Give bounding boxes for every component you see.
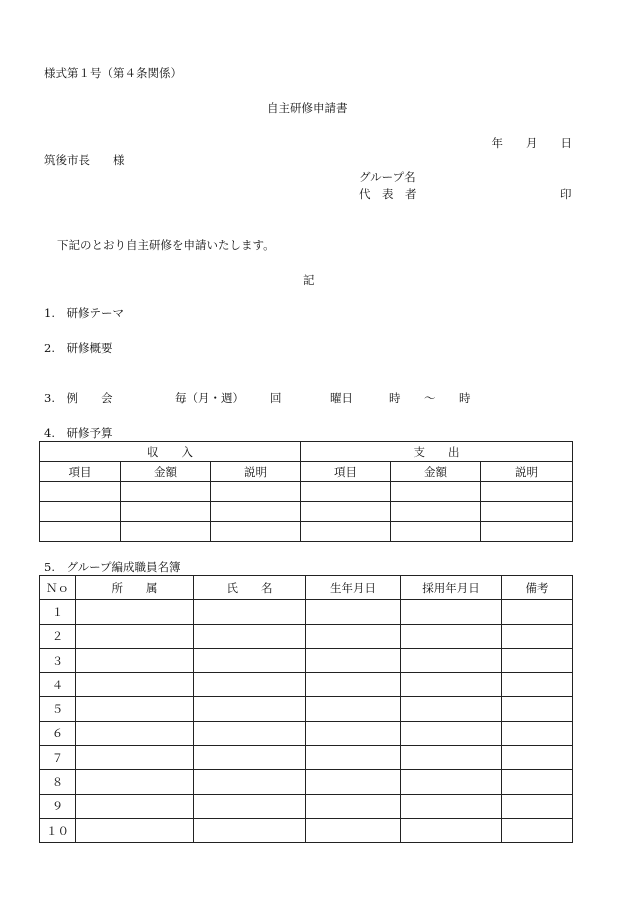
- table-cell: [121, 482, 211, 502]
- table-cell: [76, 818, 194, 842]
- table-cell: [194, 770, 306, 794]
- table-cell: [306, 673, 401, 697]
- column-header: 採用年月日: [401, 576, 502, 600]
- table-row: [40, 648, 573, 672]
- expense-header: 支 出: [301, 442, 573, 462]
- table-cell: [502, 818, 573, 842]
- date-line: 年 月 日: [491, 136, 572, 150]
- table-cell: １: [40, 600, 76, 624]
- table-cell: ３: [40, 648, 76, 672]
- meeting-times: 回: [270, 391, 282, 405]
- table-cell: ２: [40, 624, 76, 648]
- item-research-overview: 2. 研修概要: [44, 341, 113, 355]
- table-cell: [301, 522, 391, 542]
- table-cell: [76, 624, 194, 648]
- table-cell: [401, 648, 502, 672]
- table-cell: ７: [40, 746, 76, 770]
- roster-table: [39, 575, 573, 843]
- table-cell: [401, 770, 502, 794]
- table-cell: [194, 818, 306, 842]
- table-cell: [401, 794, 502, 818]
- table-row: [40, 673, 573, 697]
- table-cell: ９: [40, 794, 76, 818]
- column-header: 所 属: [76, 576, 194, 600]
- table-cell: [306, 770, 401, 794]
- meeting-start-hour: 時: [389, 391, 401, 405]
- table-row: [40, 697, 573, 721]
- table-cell: [502, 648, 573, 672]
- table-cell: ８: [40, 770, 76, 794]
- table-row: [40, 600, 573, 624]
- table-cell: [40, 482, 121, 502]
- table-cell: [401, 721, 502, 745]
- roster-header-row: [40, 576, 573, 600]
- document-title: 自主研修申請書: [267, 101, 348, 115]
- item-group-roster: 5. グループ編成職員名簿: [44, 560, 181, 574]
- table-row: [40, 770, 573, 794]
- ki-heading: 記: [303, 273, 315, 287]
- table-row: [40, 522, 573, 542]
- table-cell: [401, 600, 502, 624]
- table-cell: [121, 502, 211, 522]
- table-row: [40, 721, 573, 745]
- meeting-weekday: 曜日: [330, 391, 353, 405]
- intro-text: 下記のとおり自主研修を申請いたします。: [57, 238, 275, 252]
- table-cell: [194, 648, 306, 672]
- table-cell: [194, 794, 306, 818]
- table-cell: [401, 818, 502, 842]
- table-cell: [194, 600, 306, 624]
- table-cell: [502, 697, 573, 721]
- table-cell: [194, 697, 306, 721]
- budget-column-header-row: [40, 462, 573, 482]
- column-header: Ｎｏ: [40, 576, 76, 600]
- table-row: [40, 746, 573, 770]
- budget-header-row: [40, 442, 573, 462]
- table-cell: [40, 522, 121, 542]
- table-cell: [211, 482, 301, 502]
- table-cell: [401, 673, 502, 697]
- table-cell: [211, 522, 301, 542]
- table-cell: [502, 721, 573, 745]
- table-cell: [502, 624, 573, 648]
- table-cell: [306, 648, 401, 672]
- table-cell: [502, 770, 573, 794]
- table-cell: [194, 721, 306, 745]
- table-cell: [76, 746, 194, 770]
- column-header: 項目: [301, 462, 391, 482]
- table-cell: [391, 522, 481, 542]
- seal-label: 印: [560, 187, 572, 201]
- item-meeting-label: 3. 例 会: [44, 391, 113, 405]
- table-row: [40, 818, 573, 842]
- column-header: 氏 名: [194, 576, 306, 600]
- table-cell: [306, 794, 401, 818]
- table-cell: [301, 482, 391, 502]
- table-cell: [301, 502, 391, 522]
- representative-label: 代 表 者: [359, 187, 417, 201]
- table-cell: [194, 746, 306, 770]
- table-cell: [76, 697, 194, 721]
- item-research-budget: 4. 研修予算: [44, 426, 113, 440]
- table-cell: ６: [40, 721, 76, 745]
- table-cell: [502, 600, 573, 624]
- table-cell: [306, 697, 401, 721]
- table-cell: [391, 482, 481, 502]
- table-cell: [76, 721, 194, 745]
- table-cell: [401, 697, 502, 721]
- addressee: 筑後市長 様: [44, 153, 125, 167]
- table-cell: [211, 502, 301, 522]
- column-header: 備考: [502, 576, 573, 600]
- item-research-theme: 1. 研修テーマ: [44, 306, 124, 320]
- table-cell: [502, 673, 573, 697]
- meeting-end-hour: 時: [459, 391, 471, 405]
- table-cell: １０: [40, 818, 76, 842]
- meeting-tilde: 〜: [424, 391, 436, 405]
- table-row: [40, 624, 573, 648]
- meeting-frequency: 毎（月・週）: [175, 391, 244, 405]
- table-row: [40, 482, 573, 502]
- budget-table: [39, 441, 573, 542]
- table-cell: [306, 746, 401, 770]
- table-row: [40, 502, 573, 522]
- column-header: 生年月日: [306, 576, 401, 600]
- column-header: 項目: [40, 462, 121, 482]
- table-cell: [76, 673, 194, 697]
- table-cell: [502, 794, 573, 818]
- column-header: 金額: [121, 462, 211, 482]
- table-cell: [306, 600, 401, 624]
- table-cell: [76, 648, 194, 672]
- table-row: [40, 794, 573, 818]
- table-cell: [481, 522, 573, 542]
- table-cell: [391, 502, 481, 522]
- table-cell: [40, 502, 121, 522]
- table-cell: ４: [40, 673, 76, 697]
- table-cell: [76, 770, 194, 794]
- table-cell: ５: [40, 697, 76, 721]
- column-header: 金額: [391, 462, 481, 482]
- income-header: 収 入: [40, 442, 301, 462]
- table-cell: [306, 818, 401, 842]
- table-cell: [401, 746, 502, 770]
- table-cell: [194, 624, 306, 648]
- table-cell: [194, 673, 306, 697]
- table-cell: [306, 624, 401, 648]
- column-header: 説明: [211, 462, 301, 482]
- table-cell: [76, 794, 194, 818]
- table-cell: [76, 600, 194, 624]
- form-number: 様式第１号（第４条関係）: [44, 66, 182, 80]
- table-cell: [481, 502, 573, 522]
- column-header: 説明: [481, 462, 573, 482]
- table-cell: [401, 624, 502, 648]
- table-cell: [481, 482, 573, 502]
- table-cell: [502, 746, 573, 770]
- table-cell: [306, 721, 401, 745]
- group-name-label: グループ名: [359, 170, 416, 184]
- table-cell: [121, 522, 211, 542]
